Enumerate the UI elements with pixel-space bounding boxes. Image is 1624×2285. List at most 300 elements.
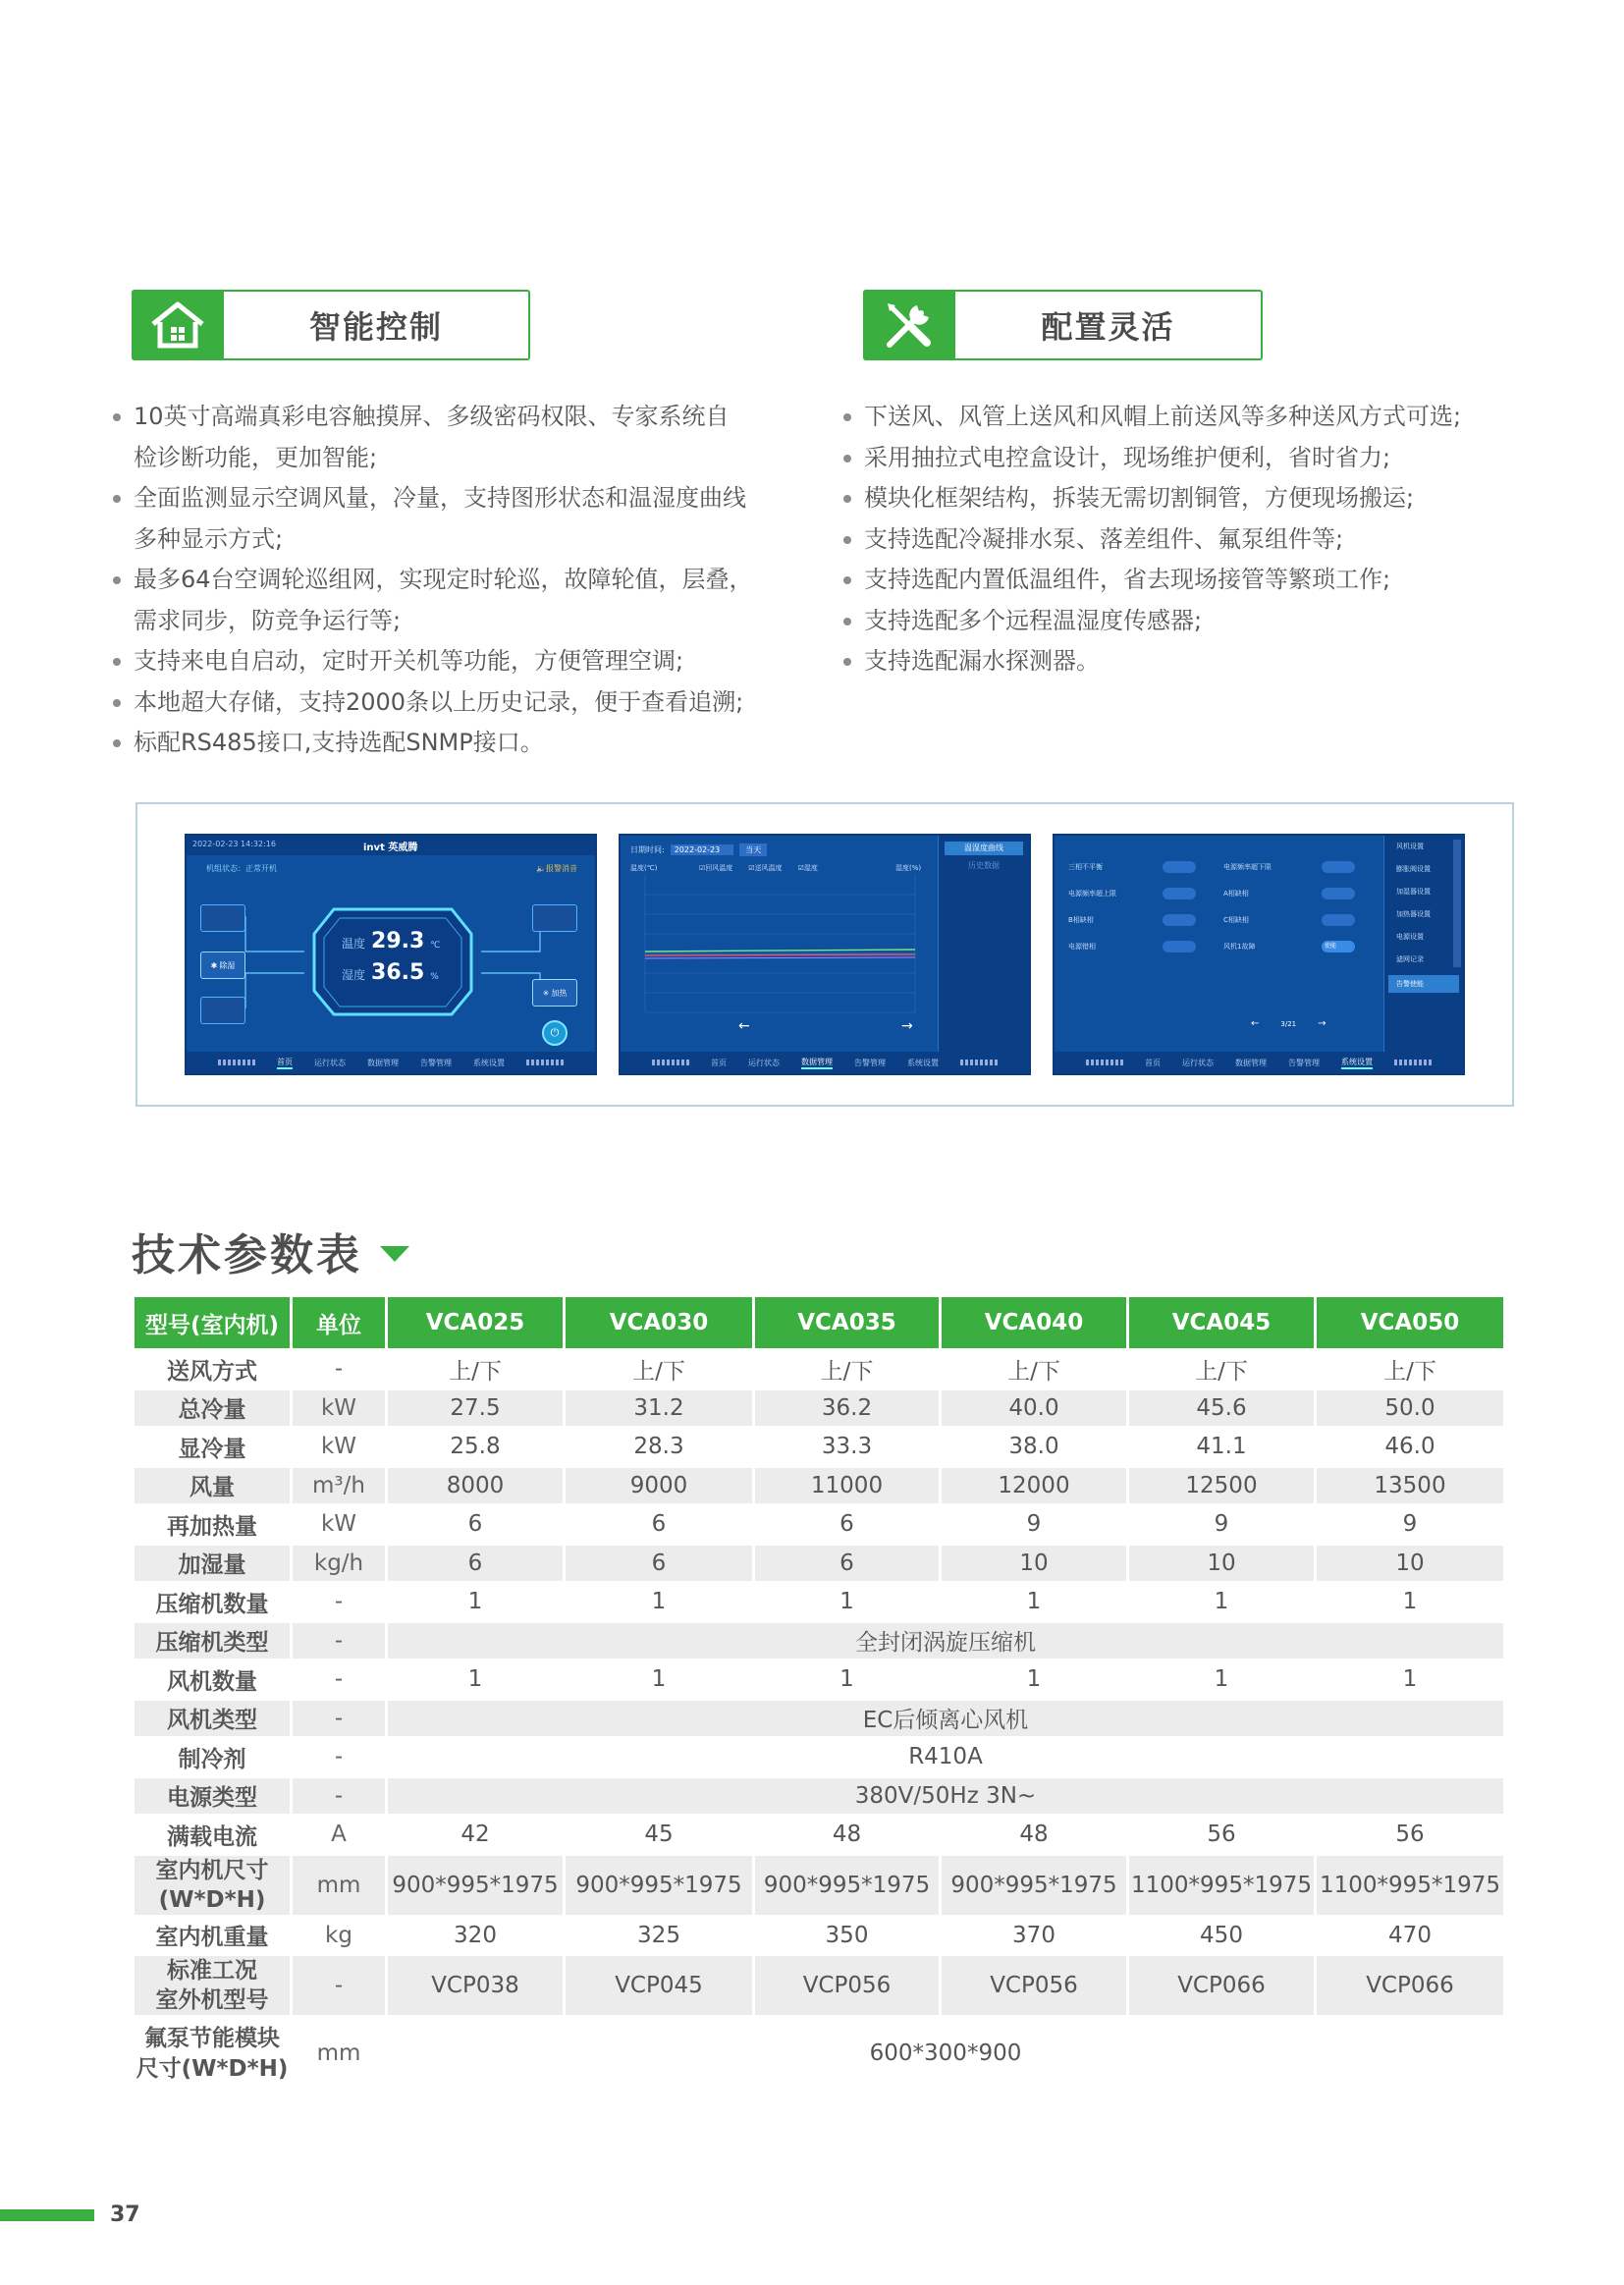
row-label-line: 压缩机数量	[155, 1591, 269, 1617]
settings-row	[1068, 933, 1363, 959]
table-cell: 370	[942, 1918, 1126, 1954]
table-row	[135, 1817, 1503, 1853]
settings-row	[1068, 906, 1363, 933]
merged-cell: R410A	[388, 1739, 1503, 1775]
series-line-supply	[645, 950, 915, 952]
menu-item[interactable]: 加湿器设置	[1396, 888, 1431, 896]
row-label-line: 电源类型	[167, 1785, 257, 1812]
row-label	[135, 1390, 290, 1427]
heat-icon: ✳	[542, 988, 550, 998]
table-cell: 9	[1129, 1506, 1314, 1543]
table-cell: 45.6	[1129, 1390, 1314, 1427]
row-label	[135, 2018, 290, 2090]
row-label-line: 总冷量	[178, 1397, 246, 1424]
table-cell: 上/下	[1317, 1351, 1503, 1387]
scrollbar[interactable]	[1453, 840, 1461, 967]
toggle-switch[interactable]	[1163, 941, 1196, 952]
table-cell: 42	[388, 1817, 563, 1853]
table-cell: 325	[566, 1918, 752, 1954]
series-line-return	[645, 954, 915, 955]
table-cell: 1	[1129, 1584, 1314, 1620]
tab-home[interactable]: 首页	[711, 1058, 727, 1067]
toggle-switch[interactable]	[1322, 888, 1355, 899]
row-unit: -	[293, 1623, 385, 1659]
table-cell: VCP056	[755, 1956, 939, 2015]
fan-icon: ✱	[210, 960, 218, 970]
setting-label: 三相不平衡	[1068, 862, 1103, 871]
setting-label: 风机1故障	[1223, 942, 1256, 951]
triangle-down-icon	[380, 1246, 409, 1262]
table-row	[135, 1856, 1503, 1915]
table-cell: 36.2	[755, 1390, 939, 1427]
table-cell: 470	[1317, 1918, 1503, 1954]
bullet-text: 多种显示方式;	[134, 524, 284, 553]
legend-checkbox-icon: ☑	[699, 864, 706, 872]
table-cell: 1	[942, 1661, 1126, 1698]
table-row	[135, 1701, 1503, 1737]
column-header: VCA035	[755, 1297, 939, 1348]
bullet-text: 检诊断功能，更加智能;	[134, 443, 378, 471]
row-label	[135, 1468, 290, 1504]
list-item	[110, 723, 797, 764]
bullet-text: 最多64台空调轮巡组网，实现定时轮巡，故障轮值，层叠，	[134, 566, 753, 593]
speaker-icon: 🔈	[536, 864, 546, 873]
table-row	[135, 1506, 1503, 1543]
bullet-text: 支持选配漏水探测器。	[864, 647, 1100, 675]
row-unit: -	[293, 1739, 385, 1775]
setting-label: 电源频率超上限	[1068, 889, 1116, 898]
row-label	[135, 1856, 290, 1915]
component-box	[532, 904, 577, 932]
temp-label: 温度	[342, 937, 366, 951]
brand-logo: invt 英威腾	[363, 843, 418, 853]
row-unit: mm	[293, 2018, 385, 2090]
table-cell: 6	[566, 1506, 752, 1543]
row-label	[135, 1351, 290, 1387]
row-unit: -	[293, 1661, 385, 1698]
settings-menu	[1383, 836, 1463, 1056]
table-cell: 40.0	[942, 1390, 1126, 1427]
row-label-line: 室外机型号	[155, 1987, 269, 2013]
table-cell: 上/下	[755, 1351, 939, 1387]
tab-data-management[interactable]: 数据管理	[1235, 1058, 1267, 1067]
list-item	[840, 397, 1528, 438]
setting-label: A相缺相	[1223, 889, 1249, 898]
prev-arrow-icon: ←	[738, 1018, 750, 1032]
table-cell: 31.2	[566, 1390, 752, 1427]
table-cell: 上/下	[388, 1351, 563, 1387]
plot-grid	[645, 875, 915, 1012]
table-cell: 350	[755, 1918, 939, 1954]
table-cell: 8000	[388, 1468, 563, 1504]
row-label-line: 室内机尺寸	[155, 1857, 269, 1883]
table-header-row	[135, 1297, 1503, 1348]
table-row	[135, 1623, 1503, 1659]
table-cell: 27.5	[388, 1390, 563, 1427]
table-cell: 48	[755, 1817, 939, 1853]
table-cell: 13500	[1317, 1468, 1503, 1504]
table-cell: VCP045	[566, 1956, 752, 2015]
row-unit: kg/h	[293, 1546, 385, 1582]
hmi-screenshots	[135, 802, 1514, 1107]
list-item	[110, 682, 797, 724]
feature-title: 智能控制	[308, 308, 443, 346]
table-cell: 41.1	[1129, 1429, 1314, 1465]
table-row	[135, 1351, 1503, 1387]
tab-decoration	[1394, 1060, 1432, 1065]
legend-item	[748, 863, 782, 873]
wrench-screwdriver-icon	[863, 290, 955, 360]
row-label-line: 风量	[189, 1475, 235, 1501]
table-row	[135, 1918, 1503, 1954]
chart-legend	[699, 863, 818, 873]
table-cell: 12000	[942, 1468, 1126, 1504]
row-label	[135, 1739, 290, 1775]
bullet-text: 本地超大存储，支持2000条以上历史记录，便于查看追溯;	[134, 687, 744, 716]
legend-label: 送风温度	[754, 864, 783, 872]
column-header: VCA045	[1129, 1297, 1314, 1348]
date-label: 日期时间:	[630, 845, 665, 854]
tab-home[interactable]: 首页	[1145, 1058, 1161, 1067]
row-label	[135, 1701, 290, 1737]
temperature-readout	[342, 929, 440, 953]
row-label	[135, 1584, 290, 1620]
row-unit: kW	[293, 1390, 385, 1427]
section-title-text: 技术参数表	[132, 1230, 362, 1280]
table-cell: 10	[1317, 1546, 1503, 1582]
date-filter	[630, 843, 767, 856]
table-cell: VCP066	[1129, 1956, 1314, 2015]
row-label	[135, 1623, 290, 1659]
menu-item[interactable]: 风机设置	[1396, 843, 1424, 850]
list-item	[840, 438, 1528, 479]
feature-title: 配置灵活	[1041, 308, 1175, 346]
tab-run-status[interactable]: 运行状态	[748, 1058, 780, 1067]
bullet-text: 支持选配多个远程温湿度传感器;	[864, 606, 1203, 634]
table-cell: 1100*995*1975	[1129, 1856, 1314, 1915]
row-unit: -	[293, 1701, 385, 1737]
row-label-line: 压缩机类型	[155, 1630, 269, 1657]
column-header: 单位	[293, 1297, 385, 1348]
bullet-text: 模块化框架结构，拆装无需切割铜管，方便现场搬运;	[864, 484, 1415, 512]
column-header: VCA050	[1317, 1297, 1503, 1348]
table-cell: 320	[388, 1918, 563, 1954]
table-row	[135, 1739, 1503, 1775]
legend-checkbox-icon: ☑	[748, 864, 755, 872]
bullet-text: 10英寸高端真彩电容触摸屏、多级密码权限、专家系统自	[134, 403, 730, 430]
table-cell: 46.0	[1317, 1429, 1503, 1465]
table-cell: 9	[1317, 1506, 1503, 1543]
feature-header-flexible-config	[863, 290, 1263, 360]
bullet-text: 支持来电自启动，定时开关机等功能，方便管理空调;	[134, 647, 684, 675]
tab-decoration	[1086, 1060, 1123, 1065]
temp-unit: ℃	[430, 941, 441, 951]
menu-item[interactable]: 膨胀阀设置	[1396, 865, 1431, 873]
row-label	[135, 1546, 290, 1582]
power-icon[interactable]: ⏻	[542, 1020, 568, 1046]
merged-cell: 380V/50Hz 3N~	[388, 1778, 1503, 1815]
tab-system-settings[interactable]: 系统设置	[907, 1058, 939, 1067]
toggle-switch[interactable]	[1163, 861, 1196, 873]
table-cell: 10	[1129, 1546, 1314, 1582]
table-cell: 38.0	[942, 1429, 1126, 1465]
list-item	[840, 560, 1528, 601]
unit-status: 机组状态：正常开机	[206, 864, 277, 873]
hum-value: 36.5	[371, 960, 425, 985]
setting-label: 电源频率超下限	[1223, 862, 1272, 871]
humidity-readout	[342, 960, 439, 985]
heat-label: 加热	[551, 988, 568, 998]
table-cell: 6	[755, 1546, 939, 1582]
tab-run-status[interactable]: 运行状态	[314, 1058, 346, 1067]
prev-arrow-icon[interactable]: ←	[1251, 1018, 1260, 1029]
row-label	[135, 1956, 290, 2015]
table-cell: 1	[755, 1661, 939, 1698]
tab-home[interactable]: 首页	[277, 1057, 293, 1069]
screen-tab-bar	[187, 1052, 595, 1073]
bullet-text: 采用抽拉式电控盒设计，现场维护便利，省时省力;	[864, 443, 1391, 471]
series-line-humidity	[645, 957, 915, 958]
table-cell: 33.3	[755, 1429, 939, 1465]
axis-right-label: 湿度(%)	[895, 864, 922, 872]
table-cell: 28.3	[566, 1429, 752, 1465]
table-row	[135, 1778, 1503, 1815]
table-cell: 1	[566, 1661, 752, 1698]
date-input[interactable]: 2022-02-23	[671, 844, 734, 855]
table-cell: 50.0	[1317, 1390, 1503, 1427]
feature-list-smart-control	[110, 397, 797, 764]
toggle-switch-on[interactable]	[1322, 941, 1355, 952]
hum-label: 湿度	[342, 968, 366, 982]
page-number: 37	[110, 2203, 140, 2227]
bullet-text: 支持选配冷凝排水泵、落差组件、氟泵组件等;	[864, 524, 1344, 553]
table-cell: 1	[1129, 1661, 1314, 1698]
settings-row	[1068, 853, 1363, 880]
setting-label: B相缺相	[1068, 915, 1094, 924]
legend-label: 湿度	[803, 864, 818, 872]
row-label-line: 满载电流	[167, 1823, 257, 1850]
toggle-switch[interactable]	[1163, 888, 1196, 899]
table-cell: 900*995*1975	[942, 1856, 1126, 1915]
settings-row	[1068, 880, 1363, 906]
table-cell: 上/下	[566, 1351, 752, 1387]
table-cell: 9000	[566, 1468, 752, 1504]
settings-grid	[1068, 853, 1363, 959]
row-unit: mm	[293, 1856, 385, 1915]
table-row	[135, 2018, 1503, 2090]
curve-plot	[630, 875, 945, 1032]
row-label-line: 加湿量	[178, 1552, 246, 1579]
menu-item[interactable]: 加热器设置	[1396, 910, 1431, 918]
hmi-settings-screen	[1053, 834, 1465, 1075]
tab-alarm-management[interactable]: 告警管理	[1288, 1058, 1320, 1067]
row-label	[135, 1778, 290, 1815]
row-label-line: (W*D*H)	[158, 1886, 266, 1913]
tab-data-management[interactable]: 数据管理	[367, 1058, 399, 1067]
history-tab-button[interactable]: 历史数据	[968, 861, 1000, 870]
setting-label: 电源错相	[1068, 942, 1096, 951]
tab-decoration	[652, 1060, 689, 1065]
row-label-line: 尺寸(W*D*H)	[135, 2055, 289, 2082]
table-cell: 450	[1129, 1918, 1314, 1954]
table-cell: 1	[566, 1584, 752, 1620]
bullet-text: 下送风、风管上送风和风帽上前送风等多种送风方式可选;	[864, 403, 1462, 430]
table-cell: 1	[1317, 1661, 1503, 1698]
merged-cell: EC后倾离心风机	[388, 1701, 1503, 1737]
dehumidify-label: 除湿	[219, 960, 236, 970]
table-cell: 1	[942, 1584, 1126, 1620]
table-row	[135, 1956, 1503, 2015]
hmi-curve-screen	[619, 834, 1031, 1075]
heat-button[interactable]	[532, 979, 577, 1006]
hmi-home-screen	[185, 834, 597, 1075]
merged-cell: 全封闭涡旋压缩机	[388, 1623, 1503, 1659]
table-cell: 上/下	[1129, 1351, 1314, 1387]
table-body	[135, 1351, 1503, 2090]
next-arrow-icon[interactable]: →	[1318, 1018, 1326, 1029]
row-label-line: 制冷剂	[178, 1746, 246, 1772]
axis-left-label: 温度(℃)	[630, 864, 658, 872]
screen-tab-bar	[621, 1052, 1029, 1073]
bullet-text: 标配RS485接口,支持选配SNMP接口。	[134, 729, 544, 756]
row-unit: -	[293, 1351, 385, 1387]
table-cell: 6	[566, 1546, 752, 1582]
row-label-line: 标准工况	[167, 1958, 257, 1984]
row-label-line: 送风方式	[167, 1358, 257, 1385]
table-cell: 6	[755, 1506, 939, 1543]
toggle-switch[interactable]	[1322, 914, 1355, 926]
feature-header-smart-control	[132, 290, 530, 360]
table-cell: 1100*995*1975	[1317, 1856, 1503, 1915]
list-item	[840, 478, 1528, 519]
component-box	[200, 904, 245, 932]
column-header: VCA025	[388, 1297, 563, 1348]
tab-data-management[interactable]: 数据管理	[801, 1057, 833, 1069]
settings-pagination	[1251, 1018, 1326, 1029]
tab-alarm-management[interactable]: 告警管理	[854, 1058, 886, 1067]
column-header: VCA040	[942, 1297, 1126, 1348]
home-diagram-lines	[187, 836, 597, 1075]
list-item	[110, 478, 797, 560]
toggle-switch[interactable]	[1163, 914, 1196, 926]
tab-decoration	[526, 1060, 564, 1065]
setting-label: C相缺相	[1223, 915, 1249, 924]
row-unit: m³/h	[293, 1468, 385, 1504]
temp-value: 29.3	[371, 929, 425, 953]
row-unit: -	[293, 1584, 385, 1620]
table-cell: 6	[388, 1506, 563, 1543]
component-box	[200, 997, 245, 1024]
bullet-text: 全面监测显示空调风量，冷量，支持图形状态和温湿度曲线	[134, 484, 746, 512]
screen-tab-bar	[1055, 1052, 1463, 1073]
menu-item[interactable]: 滤网记录	[1396, 955, 1424, 963]
bullet-text: 需求同步，防竞争运行等;	[134, 606, 402, 634]
today-button[interactable]: 当天	[739, 843, 767, 856]
list-item	[840, 519, 1528, 561]
table-cell: 6	[388, 1546, 563, 1582]
table-cell: 900*995*1975	[755, 1856, 939, 1915]
row-label-line: 室内机重量	[155, 1925, 269, 1951]
screen-datetime: 2022-02-23 14:32:16	[192, 840, 276, 848]
table-cell: 56	[1317, 1817, 1503, 1853]
alarm-mute-label: 报警消音	[546, 864, 577, 873]
table-cell: 10	[942, 1546, 1126, 1582]
legend-item	[699, 863, 732, 873]
tab-alarm-management[interactable]: 告警管理	[420, 1058, 452, 1067]
row-label	[135, 1918, 290, 1954]
legend-checkbox-icon: ☑	[797, 864, 804, 872]
menu-item[interactable]: 电源设置	[1396, 933, 1424, 941]
table-cell: 12500	[1129, 1468, 1314, 1504]
column-header: 型号(室内机)	[135, 1297, 290, 1348]
table-cell: 9	[942, 1506, 1126, 1543]
table-cell: VCP038	[388, 1956, 563, 2015]
list-item	[110, 641, 797, 682]
menu-item-active[interactable]: 告警使能	[1388, 975, 1459, 993]
row-unit: kW	[293, 1506, 385, 1543]
table-cell: 1	[1317, 1584, 1503, 1620]
table-cell: 45	[566, 1817, 752, 1853]
table-row	[135, 1546, 1503, 1582]
table-cell: 上/下	[942, 1351, 1126, 1387]
row-unit: kg	[293, 1918, 385, 1954]
table-cell: 56	[1129, 1817, 1314, 1853]
row-label-line: 显冷量	[178, 1436, 246, 1462]
row-label-line: 风机类型	[167, 1708, 257, 1734]
list-item	[110, 397, 797, 478]
tab-system-settings[interactable]: 系统设置	[1341, 1057, 1373, 1069]
table-row	[135, 1429, 1503, 1465]
table-row	[135, 1584, 1503, 1620]
row-unit: kW	[293, 1429, 385, 1465]
list-item	[840, 641, 1528, 682]
list-item	[840, 601, 1528, 642]
row-label	[135, 1429, 290, 1465]
row-label	[135, 1817, 290, 1853]
house-icon	[132, 290, 224, 360]
table-row	[135, 1661, 1503, 1698]
toggle-switch[interactable]	[1322, 861, 1355, 873]
row-label-line: 氟泵节能模块	[144, 2025, 280, 2051]
row-label	[135, 1506, 290, 1543]
spec-table	[132, 1294, 1506, 2093]
table-cell: 900*995*1975	[388, 1856, 563, 1915]
legend-item	[798, 863, 818, 873]
bullet-text: 支持选配内置低温组件，省去现场接管等繁琐工作;	[864, 566, 1391, 593]
tab-decoration	[218, 1060, 255, 1065]
legend-label: 回风温度	[705, 864, 733, 872]
next-arrow-icon: →	[901, 1018, 913, 1032]
row-unit: -	[293, 1956, 385, 2015]
row-unit: -	[293, 1778, 385, 1815]
dehumidify-button[interactable]	[200, 952, 245, 979]
row-label	[135, 1661, 290, 1698]
table-cell: 1	[388, 1584, 563, 1620]
curve-tab-button[interactable]: 温湿度曲线	[945, 842, 1023, 855]
table-cell: VCP066	[1317, 1956, 1503, 2015]
table-row	[135, 1390, 1503, 1427]
tab-system-settings[interactable]: 系统设置	[473, 1058, 505, 1067]
tab-run-status[interactable]: 运行状态	[1182, 1058, 1214, 1067]
row-unit: A	[293, 1817, 385, 1853]
table-cell: 900*995*1975	[566, 1856, 752, 1915]
table-row	[135, 1468, 1503, 1504]
table-cell: 1	[388, 1661, 563, 1698]
feature-list-flexible-config	[840, 397, 1528, 682]
toggle-label: 使能	[1325, 942, 1337, 950]
merged-cell: 600*300*900	[388, 2018, 1503, 2090]
hum-unit: %	[430, 972, 439, 982]
